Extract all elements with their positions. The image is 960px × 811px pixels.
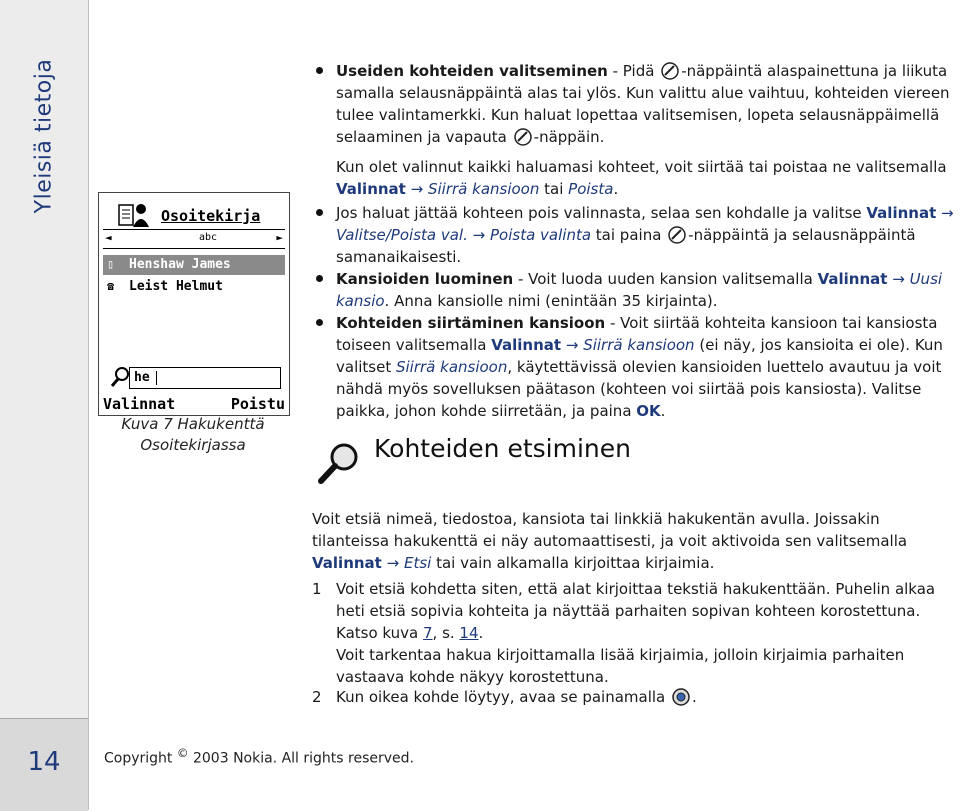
step-text	[336, 578, 956, 688]
text: , käytettävissä olevien kansioiden luettelo avautuu ja voit nähdä myös sovelluksen päätason (kohteen voi siirtää pois kansiosta). Valitse paikka, johon kohde siirretään, ja paina	[336, 358, 942, 420]
caption-line: Osoitekirjassa	[140, 436, 246, 454]
caption-line: Kuva 7 Hakukenttä	[121, 415, 265, 433]
sidebar	[0, 0, 89, 810]
keyword-italic: Siirrä kansioon	[583, 336, 695, 354]
contact-name: Henshaw James	[129, 257, 231, 272]
copyright-prefix: Copyright	[104, 750, 173, 767]
telephone-icon: ☎	[107, 279, 115, 293]
arrow-icon: →	[472, 226, 486, 244]
pencil-key-icon	[666, 226, 688, 244]
bullet-dot	[316, 209, 323, 216]
bullet-dot	[316, 319, 323, 326]
bullet-move-to-folder	[336, 312, 956, 422]
keyword-italic: Poista valinta	[490, 226, 592, 244]
text: tai	[539, 180, 569, 198]
arrow-icon: →	[386, 554, 400, 572]
pencil-key-icon	[512, 128, 534, 146]
copyright	[104, 746, 414, 767]
contact-row-selected[interactable]	[103, 255, 285, 275]
keyword-italic: Poista	[568, 180, 614, 198]
bullet-dot	[316, 275, 323, 282]
bullet-paragraph	[336, 156, 956, 200]
tab-bar	[103, 229, 285, 249]
tab-left-arrow-icon[interactable]: ◄	[105, 231, 112, 244]
text: (ei näy, jos kansioita ei ole). Kun valitset	[336, 336, 943, 376]
bullet-select-multiple	[336, 60, 956, 200]
text: - Pidä	[607, 62, 660, 80]
page-number: 14	[27, 747, 61, 777]
text: Voit etsiä kohdetta siten, että alat kirjoittaa tekstiä hakukenttään. Puhelin alkaa heti etsiä sopivia kohteita ja näyttää parhaiten sopivan kohteen korostettuna. Katso kuva	[336, 580, 936, 642]
phone-screen	[98, 192, 290, 416]
softkeys	[99, 393, 289, 415]
search-field[interactable]	[129, 367, 281, 389]
search-field-text: he	[134, 370, 150, 385]
step-number: 1	[312, 580, 322, 598]
pencil-key-icon	[659, 62, 681, 80]
magnifier-icon	[316, 440, 362, 486]
bullet-heading: Useiden kohteiden valitseminen	[336, 62, 608, 80]
text: .	[613, 180, 619, 198]
tab-abc[interactable]: abc	[199, 232, 218, 243]
text: Kun oikea kohde löytyy, avaa se painamalla	[336, 688, 671, 706]
intro-paragraph	[312, 508, 956, 574]
address-book-icon	[117, 199, 151, 229]
text: , s.	[432, 624, 460, 642]
text: .	[478, 624, 484, 642]
joystick-key-icon	[670, 688, 692, 706]
text-cursor	[156, 371, 157, 385]
section-title: Yleisiä tietoja	[31, 58, 57, 214]
keyword: Valinnat	[817, 270, 888, 288]
arrow-icon: →	[565, 336, 579, 354]
contact-name: Leist Helmut	[129, 279, 223, 294]
figure-link[interactable]: 7	[422, 624, 433, 642]
text: -näppäintä alaspainettuna ja liikuta samalla selausnäppäintä alas tai ylös. Kun valittu alue vaihtuu, kohteiden viereen tulee valintamerkki. Kun haluat lopettaa valitsemisen, lopeta selausnäppäimellä selaaminen ja vapauta	[336, 62, 950, 146]
keyword: Valinnat	[336, 180, 406, 198]
bullet-heading: Kohteiden siirtäminen kansioon	[336, 314, 606, 332]
section-tab	[0, 0, 88, 260]
text: tai paina	[591, 226, 667, 244]
arrow-icon: →	[941, 204, 954, 222]
arrow-icon: →	[410, 180, 424, 198]
text: - Voit siirtää kohteita kansioon tai kansiosta toiseen valitsemalla	[336, 314, 938, 354]
step-text	[336, 686, 956, 708]
tab-right-arrow-icon[interactable]: ►	[276, 231, 283, 244]
text: Jos haluat jättää kohteen pois valinnasta, selaa sen kohdalle ja valitse	[336, 204, 867, 222]
keyword: Valinnat	[491, 336, 562, 354]
bullet-deselect	[336, 202, 956, 268]
text: .	[660, 402, 666, 420]
copyright-text: 2003 Nokia. All rights reserved.	[192, 750, 414, 767]
page-link[interactable]: 14	[459, 624, 479, 642]
text: - Voit luoda uuden kansion valitsemalla	[513, 270, 818, 288]
keyword-italic: Uusi kansio	[336, 270, 943, 310]
contact-row[interactable]	[103, 277, 285, 297]
keyword: OK	[636, 402, 661, 420]
section-heading: Kohteiden etsiminen	[374, 434, 631, 463]
text: -näppäintä ja selausnäppäintä samanaikaisesti.	[336, 226, 916, 266]
arrow-icon: →	[892, 270, 905, 288]
step-number: 2	[312, 688, 322, 706]
text: tai vain alkamalla kirjoittaa kirjaimia.	[431, 554, 715, 572]
figure-caption	[98, 414, 288, 456]
step-paragraph: Voit tarkentaa hakua kirjoittamalla lisää kirjaimia, jolloin kirjaimia parhaiten vastaava kohde näkyy korostettuna.	[336, 646, 905, 686]
bullet-dot	[316, 67, 323, 74]
keyword: Valinnat	[866, 204, 937, 222]
keyword-italic: Valitse/Poista val.	[336, 226, 468, 244]
keyword-italic: Siirrä kansioon	[427, 180, 540, 198]
text: Voit etsiä nimeä, tiedostoa, kansiota tai linkkiä hakukentän avulla. Joissakin tilanteissa hakukenttä ei näy automaattisesti, ja voit aktivoida sen valitsemalla	[312, 510, 908, 550]
exit-softkey[interactable]: Poistu	[230, 395, 285, 413]
text: .	[692, 688, 697, 706]
page-number-box	[0, 718, 88, 811]
copyright-symbol: ©	[176, 746, 189, 760]
bullet-create-folder	[336, 268, 956, 312]
text: . Anna kansiolle nimi (enintään 35 kirjainta).	[384, 292, 718, 310]
bullet-heading: Kansioiden luominen	[336, 270, 514, 288]
mobile-phone-icon: ▯	[107, 257, 115, 271]
text: -näppäin.	[533, 128, 605, 146]
keyword-italic: Etsi	[403, 554, 432, 572]
text: Kun olet valinnut kaikki haluamasi kohteet, voit siirtää tai poistaa ne valitsemalla	[336, 158, 947, 176]
keyword-italic: Siirrä kansioon	[395, 358, 508, 376]
keyword: Valinnat	[312, 554, 382, 572]
app-title: Osoitekirja	[161, 207, 261, 225]
options-softkey[interactable]: Valinnat	[103, 395, 176, 413]
search-icon	[109, 365, 131, 389]
